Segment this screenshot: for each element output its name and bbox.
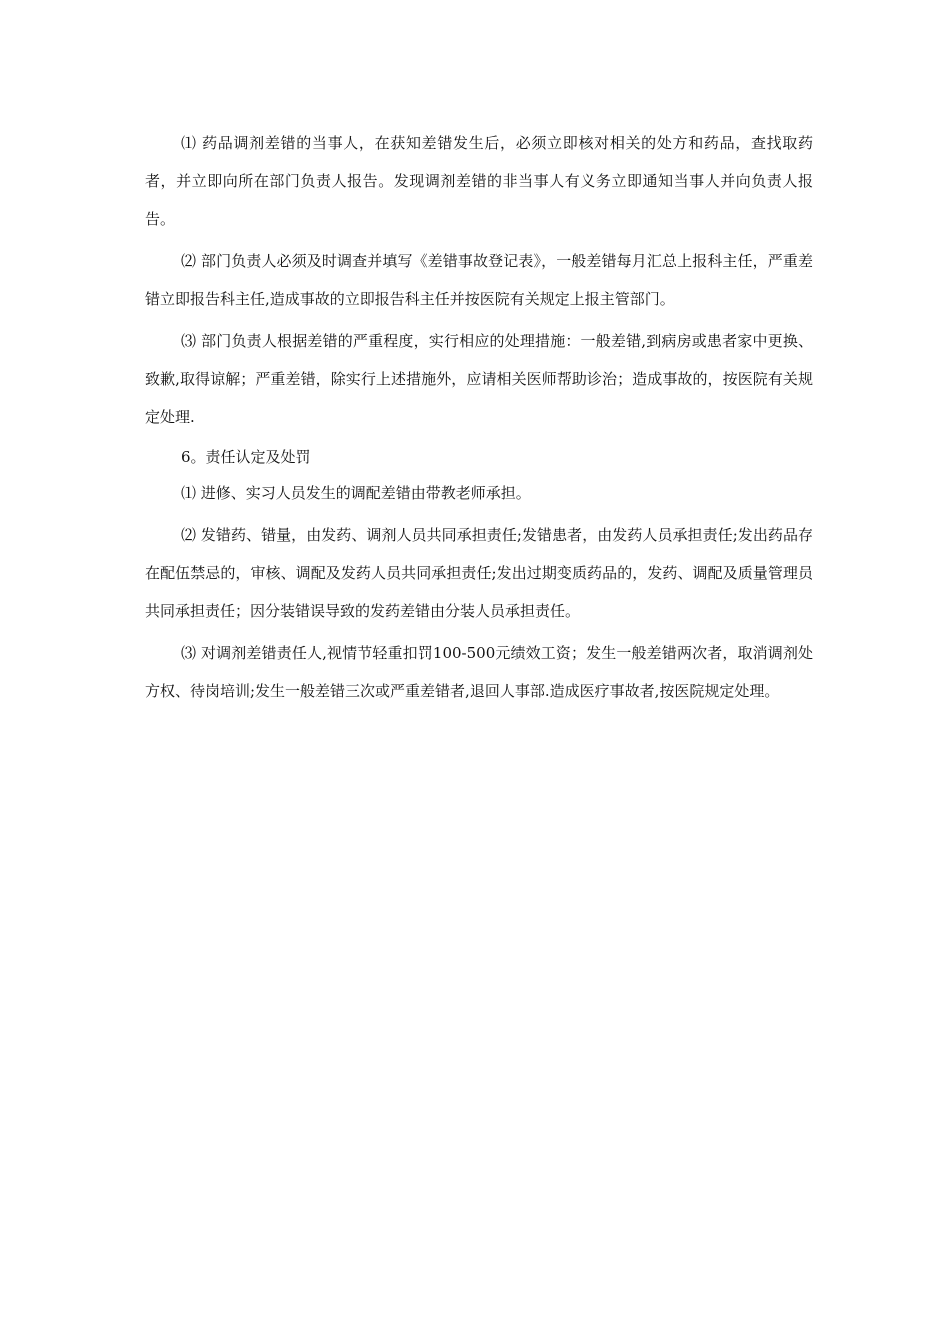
paragraph-2: ⑵ 部门负责人必须及时调查并填写《差错事故登记表》，一般差错每月汇总上报科主任，严重差错立即报告科主任,造成事故的立即报告科主任并按医院有关规定上报主管部门。: [145, 252, 813, 308]
paragraph-1: ⑴ 药品调剂差错的当事人，在获知差错发生后，必须立即核对相关的处方和药品，查找取药者，并立即向所在部门负责人报告。发现调剂差错的非当事人有义务立即通知当事人并向负责人报告。: [145, 134, 813, 228]
paragraph-4: ⑴ 进修、实习人员发生的调配差错由带教老师承担。: [181, 484, 531, 502]
paragraph-6: ⑶ 对调剂差错责任人,视情节轻重扣罚100-500元绩效工资；发生一般差错两次者，取消调剂处方权、待岗培训;发生一般差错三次或严重差错者,退回人事部.造成医疗事故者,按医院规定处理。: [145, 644, 813, 700]
paragraph-3: ⑶ 部门负责人根据差错的严重程度，实行相应的处理措施：一般差错,到病房或患者家中更换、致歉,取得谅解；严重差错，除实行上述措施外，应请相关医师帮助诊治；造成事故的，按医院有关规定处理.: [145, 332, 813, 426]
section-heading: 6。责任认定及处罚: [181, 448, 311, 466]
document-body: [145, 124, 813, 714]
paragraph-5: ⑵ 发错药、错量，由发药、调剂人员共同承担责任;发错患者，由发药人员承担责任;发出药品存在配伍禁忌的，审核、调配及发药人员共同承担责任;发出过期变质药品的，发药、调配及质量管理员共同承担责任；因分装错误导致的发药差错由分装人员承担责任。: [145, 526, 813, 620]
